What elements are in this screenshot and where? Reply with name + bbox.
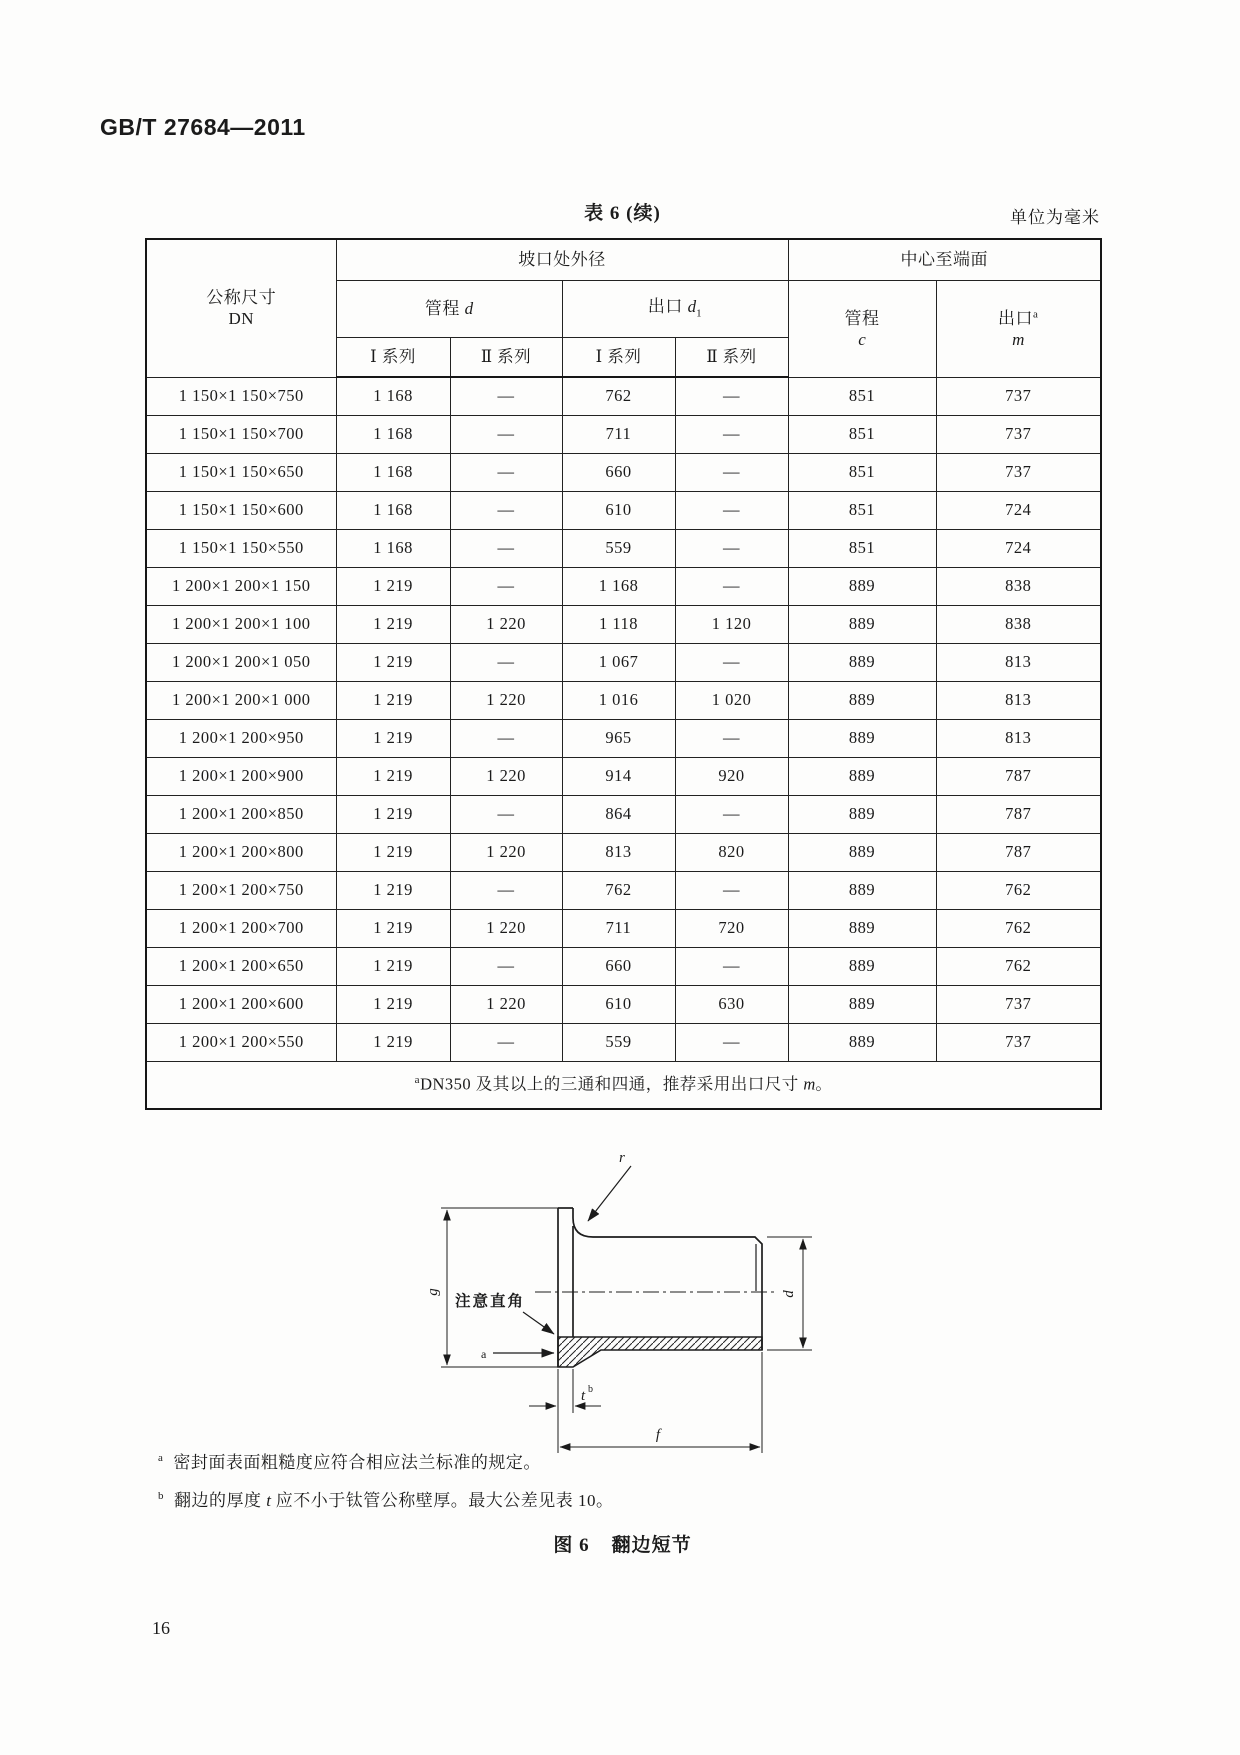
value-cell: 914 [562,757,675,795]
table-row [146,719,1101,757]
value-cell: 737 [936,985,1101,1023]
value-cell: 1 120 [675,605,788,643]
dn-cell: 1 200×1 200×650 [146,947,336,985]
value-cell: 720 [675,909,788,947]
col-header-outlet-d1 [562,281,788,338]
dn-cell: 1 150×1 150×550 [146,529,336,567]
value-cell: 1 168 [336,529,450,567]
table-body [146,377,1101,1061]
dn-cell: 1 200×1 200×550 [146,1023,336,1061]
value-cell: — [450,567,562,605]
value-cell: 762 [562,871,675,909]
value-cell: 1 168 [336,415,450,453]
col-group-center-to-end: 中心至端面 [788,239,1101,281]
center-outlet-var: m [1012,329,1025,349]
dim-g-label: g [425,1288,441,1296]
fillet-r-label: r [619,1150,625,1166]
value-cell: 1 168 [336,491,450,529]
figure-notes [158,1448,1018,1524]
value-cell: 1 219 [336,1023,450,1061]
value-cell: — [675,453,788,491]
value-cell: 1 220 [450,681,562,719]
value-cell: 1 219 [336,795,450,833]
value-cell: 1 219 [336,985,450,1023]
value-cell: 851 [788,377,936,415]
col-header-center-outlet [936,281,1101,378]
page-number: 16 [152,1618,170,1638]
value-cell: 762 [562,377,675,415]
stub-end-drawing [415,1140,825,1472]
value-cell: 711 [562,909,675,947]
value-cell: — [450,491,562,529]
value-cell: 1 220 [450,909,562,947]
dn-cell: 1 200×1 200×700 [146,909,336,947]
value-cell: 851 [788,491,936,529]
dn-cell: 1 150×1 150×750 [146,377,336,415]
dn-cell: 1 150×1 150×700 [146,415,336,453]
value-cell: 1 220 [450,605,562,643]
dn-cell: 1 200×1 200×1 000 [146,681,336,719]
value-cell: 889 [788,795,936,833]
value-cell: — [450,643,562,681]
value-cell: 889 [788,605,936,643]
figure-caption-label: 图 6 [553,1535,590,1556]
value-cell: 889 [788,833,936,871]
value-cell: 737 [936,453,1101,491]
value-cell: 1 220 [450,757,562,795]
value-cell: 787 [936,833,1101,871]
footnote-end: 。 [815,1074,833,1094]
value-cell: 1 168 [562,567,675,605]
outlet-d1-var: d [687,297,697,317]
value-cell: 813 [936,719,1101,757]
value-cell: — [675,529,788,567]
dn-cell: 1 150×1 150×650 [146,453,336,491]
value-cell: 1 220 [450,985,562,1023]
value-cell: 864 [562,795,675,833]
value-cell: 889 [788,757,936,795]
value-cell: 851 [788,453,936,491]
value-cell: 1 118 [562,605,675,643]
value-cell: 889 [788,567,936,605]
value-cell: 1 219 [336,909,450,947]
standard-code: GB/T 27684—2011 [100,114,306,140]
value-cell: 1 219 [336,757,450,795]
value-cell: 630 [675,985,788,1023]
sealing-face-marker: a [481,1347,487,1361]
value-cell: 762 [936,871,1101,909]
value-cell: 1 016 [562,681,675,719]
dn-cell: 1 200×1 200×950 [146,719,336,757]
value-cell: — [675,1023,788,1061]
value-cell: — [675,719,788,757]
value-cell: 889 [788,947,936,985]
table-row [146,947,1101,985]
dn-cell: 1 200×1 200×900 [146,757,336,795]
value-cell: 965 [562,719,675,757]
value-cell: — [675,643,788,681]
note-b-text-post: 应不小于钛管公称壁厚。最大公差见表 10。 [270,1491,614,1510]
value-cell: 660 [562,947,675,985]
value-cell: 787 [936,795,1101,833]
value-cell: 851 [788,529,936,567]
dn-cell: 1 200×1 200×750 [146,871,336,909]
value-cell: 737 [936,377,1101,415]
value-cell: 724 [936,491,1101,529]
dn-head-line2: DN [228,309,255,329]
outlet-d1-label: 出口 [647,297,688,317]
value-cell: 737 [936,1023,1101,1061]
dim-f [560,1352,762,1453]
figure-drawing [415,1140,825,1472]
dim-d-label: d [781,1290,797,1298]
center-pipe-run-label: 管程 [844,308,880,328]
note-b-marker: b [158,1490,164,1503]
value-cell: 920 [675,757,788,795]
value-cell: 762 [936,947,1101,985]
figure-caption [145,1530,1100,1557]
section-hatch [558,1337,762,1367]
footnote-var: m [803,1074,816,1094]
value-cell: 610 [562,985,675,1023]
footnote-text: DN350 及其以上的三通和四通，推荐采用出口尺寸 [420,1074,804,1094]
value-cell: 1 020 [675,681,788,719]
series-header: Ⅰ 系列 [336,338,450,378]
value-cell: — [675,947,788,985]
center-outlet-label: 出口 [998,308,1034,328]
right-angle-note: 注意直角 [455,1293,526,1310]
dn-head-line1: 公称尺寸 [206,288,277,307]
value-cell: 1 219 [336,947,450,985]
dn-cell: 1 200×1 200×1 100 [146,605,336,643]
value-cell: 1 219 [336,681,450,719]
fillet-r-leader [588,1166,631,1221]
value-cell: 838 [936,567,1101,605]
value-cell: 711 [562,415,675,453]
value-cell: 889 [788,643,936,681]
value-cell: — [450,453,562,491]
table-row [146,453,1101,491]
value-cell: — [675,871,788,909]
dn-cell: 1 200×1 200×600 [146,985,336,1023]
table-row [146,415,1101,453]
table-row [146,567,1101,605]
table-row [146,833,1101,871]
col-group-bevel-od: 坡口处外径 [336,239,788,281]
value-cell: 820 [675,833,788,871]
table-row [146,909,1101,947]
value-cell: 851 [788,415,936,453]
value-cell: 889 [788,871,936,909]
note-a-marker: a [158,1452,164,1465]
dn-cell: 1 200×1 200×1 050 [146,643,336,681]
center-outlet-sup: a [1033,307,1039,320]
table-row [146,871,1101,909]
pipe-run-d-label: 管程 [424,299,465,319]
value-cell: 559 [562,529,675,567]
note-b-text-pre: 翻边的厚度 [174,1491,267,1510]
dim-t-label: t [581,1388,586,1404]
value-cell: — [450,415,562,453]
table-row [146,605,1101,643]
table-row [146,757,1101,795]
table-row [146,529,1101,567]
value-cell: — [450,795,562,833]
table-title: 表 6 (续) [584,203,661,224]
value-cell: — [450,1023,562,1061]
series-header: Ⅰ 系列 [562,338,675,378]
col-header-dn [146,239,336,377]
pipe-run-d-var: d [464,299,474,319]
value-cell: — [450,719,562,757]
table-row [146,1023,1101,1061]
value-cell: 889 [788,719,936,757]
value-cell: 737 [936,415,1101,453]
table-row [146,491,1101,529]
table-row [146,795,1101,833]
col-header-pipe-run-d [336,281,562,338]
table-footnote [146,1061,1101,1109]
value-cell: 1 168 [336,453,450,491]
outlet-d1-sub: 1 [696,307,703,320]
right-angle-leader [523,1312,554,1334]
dim-f-label: f [655,1427,661,1443]
value-cell: 889 [788,985,936,1023]
value-cell: — [675,567,788,605]
value-cell: 1 219 [336,567,450,605]
note-b-var: t [266,1491,271,1510]
dn-cell: 1 200×1 200×800 [146,833,336,871]
series-header: Ⅱ 系列 [450,338,562,378]
value-cell: 1 168 [336,377,450,415]
value-cell: 762 [936,909,1101,947]
table-row [146,643,1101,681]
footnote-marker: a [414,1073,421,1086]
note-a-text: 密封面表面粗糙度应符合相应法兰标准的规定。 [173,1453,541,1472]
value-cell: 889 [788,909,936,947]
value-cell: 1 219 [336,833,450,871]
value-cell: — [450,529,562,567]
value-cell: 813 [562,833,675,871]
dn-cell: 1 200×1 200×1 150 [146,567,336,605]
note-b [158,1486,1018,1511]
value-cell: — [675,491,788,529]
value-cell: 813 [936,681,1101,719]
value-cell: 1 067 [562,643,675,681]
value-cell: 724 [936,529,1101,567]
value-cell: 787 [936,757,1101,795]
value-cell: — [450,947,562,985]
value-cell: — [675,795,788,833]
value-cell: 838 [936,605,1101,643]
value-cell: 1 219 [336,871,450,909]
dim-t [529,1369,601,1453]
footnote-row [146,1061,1101,1109]
note-a [158,1448,1018,1473]
value-cell: — [675,415,788,453]
header-row-groups [146,239,1101,281]
value-cell: 889 [788,1023,936,1061]
value-cell: 1 220 [450,833,562,871]
value-cell: — [450,871,562,909]
col-header-center-pipe-run [788,281,936,378]
dim-g [441,1208,558,1367]
value-cell: 660 [562,453,675,491]
value-cell: 1 219 [336,605,450,643]
dimension-table [145,238,1102,1110]
table-row [146,985,1101,1023]
value-cell: 1 219 [336,643,450,681]
dn-cell: 1 150×1 150×600 [146,491,336,529]
value-cell: — [675,377,788,415]
value-cell: — [450,377,562,415]
center-pipe-run-var: c [858,329,866,349]
table-row [146,377,1101,415]
dim-t-sup: b [588,1384,593,1395]
value-cell: 889 [788,681,936,719]
value-cell: 610 [562,491,675,529]
figure-caption-title: 翻边短节 [611,1535,692,1556]
unit-label: 单位为毫米 [1010,208,1100,227]
value-cell: 813 [936,643,1101,681]
series-header: Ⅱ 系列 [675,338,788,378]
dn-cell: 1 200×1 200×850 [146,795,336,833]
table-row [146,681,1101,719]
value-cell: 1 219 [336,719,450,757]
value-cell: 559 [562,1023,675,1061]
